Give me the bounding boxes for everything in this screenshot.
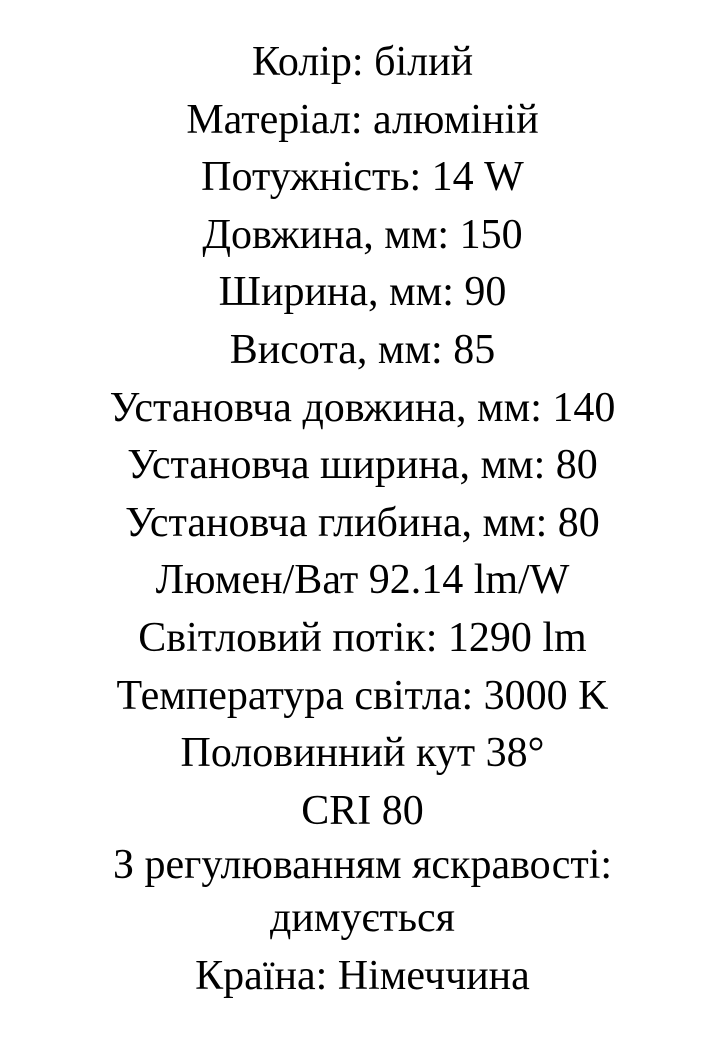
spec-length: Довжина, мм: 150 <box>202 211 523 258</box>
spec-install-depth: Установча глибина, мм: 80 <box>125 499 600 546</box>
spec-power: Потужність: 14 W <box>201 154 524 201</box>
spec-install-width: Установча ширина, мм: 80 <box>127 442 598 489</box>
spec-width: Ширина, мм: 90 <box>218 269 507 316</box>
spec-lumen-per-watt: Люмен/Ват 92.14 lm/W <box>155 557 570 604</box>
spec-dimmable-value: димується <box>270 895 455 942</box>
spec-country: Країна: Німеччина <box>195 952 530 999</box>
spec-half-angle: Половинний кут 38° <box>180 730 545 777</box>
spec-luminous-flux: Світловий потік: 1290 lm <box>138 614 587 661</box>
spec-material: Матеріал: алюміній <box>186 96 539 143</box>
spec-install-length: Установча довжина, мм: 140 <box>109 384 616 431</box>
spec-height: Висота, мм: 85 <box>229 326 496 373</box>
spec-color: Колір: білий <box>251 39 474 85</box>
spec-cri: CRI 80 <box>301 787 424 834</box>
spec-dimmable-label: З регулюванням яскравості: <box>112 842 613 889</box>
spec-color-temperature: Температура світла: 3000 K <box>116 672 609 719</box>
spec-list <box>0 34 725 1006</box>
